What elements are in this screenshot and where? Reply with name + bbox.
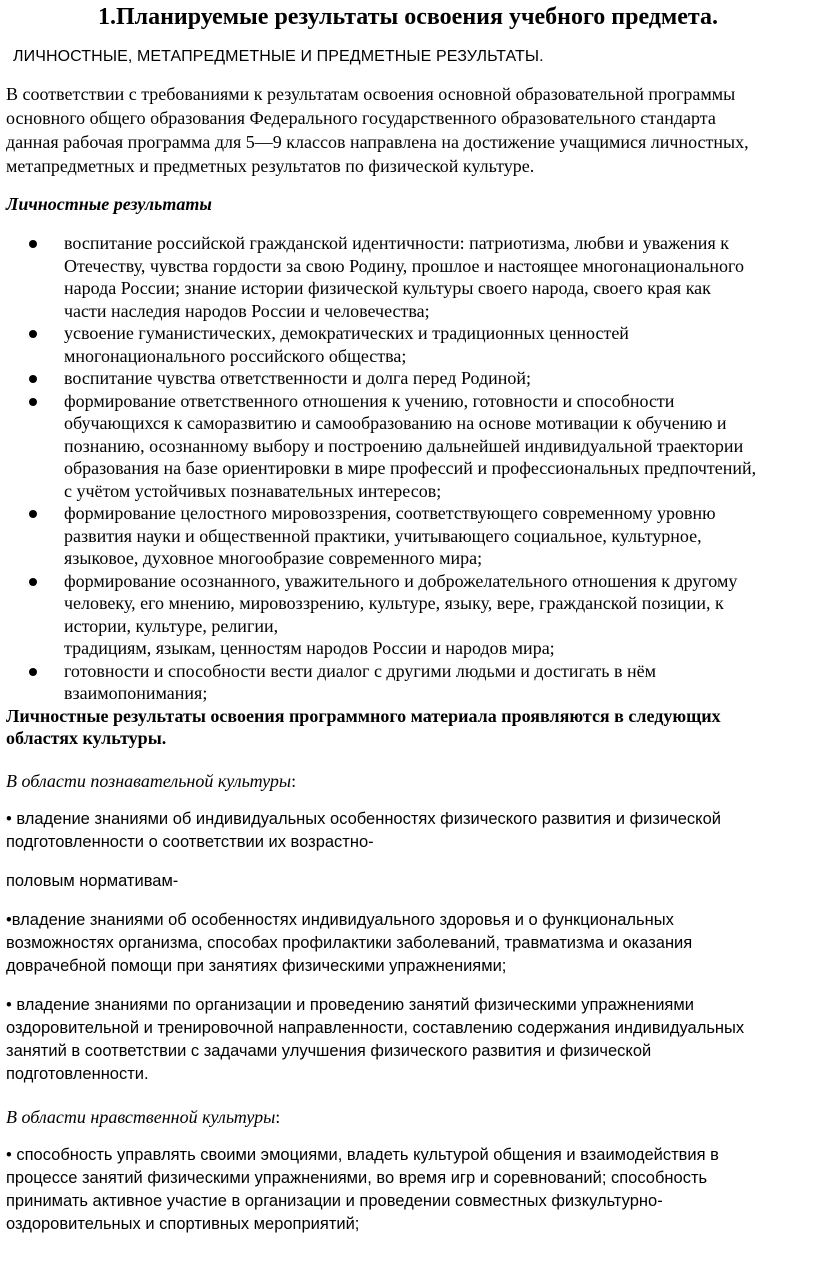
cognitive-paragraph	[6, 994, 810, 1086]
list-item-line: усвоение гуманистических, демократических и традиционных ценностей	[64, 323, 629, 343]
list-item-line: истории, культуре, религии,	[64, 615, 279, 636]
list-item	[6, 367, 810, 390]
personal-results-heading: Личностные результаты	[6, 194, 212, 214]
paragraph-line: • способность управлять своими эмоциями, владеть культурой общения и взаимодействия в	[6, 1145, 719, 1164]
cognitive-culture-heading	[6, 770, 810, 792]
cognitive-paragraph	[6, 870, 810, 893]
list-item-line: человеку, его мнению, мировоззрению, культуре, языку, вере, гражданской позиции, к	[64, 593, 724, 613]
list-item-line: обучающихся к саморазвитию и самообразованию на основе мотивации к обучению и	[64, 413, 727, 433]
list-item-line: части наследия народов России и человечества;	[64, 300, 430, 321]
cognitive-culture-heading-text: В области познавательной культуры	[6, 770, 292, 791]
list-item-line: познанию, осознанному выбору и построению дальнейшей индивидуальной траектории	[64, 435, 744, 456]
cognitive-paragraph	[6, 909, 810, 978]
list-item-line: традициям, языкам, ценностям народов России и народов мира;	[64, 638, 555, 658]
list-item-line: взаимопонимания;	[64, 683, 208, 703]
list-item	[6, 390, 810, 503]
intro-line: В соответствии с требованиями к результатам освоения основной образовательной программы	[6, 84, 736, 104]
moral-culture-heading	[6, 1106, 810, 1128]
paragraph-line: •владение знаниями об особенностях индивидуального здоровья и о функциональных	[6, 910, 674, 929]
cognitive-paragraph	[6, 808, 810, 854]
list-item-line: воспитание российской гражданской идентичности: патриотизма, любви и уважения к	[64, 233, 729, 253]
list-item	[6, 502, 810, 570]
paragraph-line: принимать активное участие в организации и проведении совместных физкультурно-	[6, 1191, 663, 1210]
areas-heading-line: Личностные результаты освоения программного материала проявляются в следующих	[6, 705, 721, 726]
list-item-line: с учётом устойчивых познавательных интересов;	[64, 480, 442, 501]
areas-heading-line: областях культуры.	[6, 728, 167, 748]
intro-paragraph	[6, 82, 810, 178]
heading-colon: :	[275, 1106, 281, 1127]
intro-line: данная рабочая программа для 5—9 классов направлена на достижение учащимися личностных,	[6, 132, 749, 152]
intro-line: метапредметных и предметных результатов по физической культуре.	[6, 156, 535, 176]
paragraph-line: подготовленности о соответствии их возрастно-	[6, 832, 374, 851]
paragraph-line: возможностях организма, способах профилактики заболеваний, травматизма и оказания	[6, 933, 693, 952]
personal-results-list	[6, 232, 810, 705]
paragraph-line: занятий в соответствии с задачами улучшения физического развития и физической	[6, 1041, 652, 1060]
list-item	[6, 322, 810, 367]
list-item-line: готовности и способности вести диалог с другими людьми и достигать в нём	[64, 660, 657, 681]
list-item-line: образования на базе ориентировки в мире профессий и профессиональных предпочтений,	[64, 458, 757, 478]
paragraph-line: доврачебной помощи при занятиях физическими упражнениями;	[6, 956, 507, 975]
list-item-line: формирование ответственного отношения к учению, готовности и способности	[64, 390, 675, 411]
list-item-line: многонационального российского общества;	[64, 345, 407, 366]
subtitle: ЛИЧНОСТНЫЕ, МЕТАПРЕДМЕТНЫЕ И ПРЕДМЕТНЫЕ РЕЗУЛЬТАТЫ.	[13, 48, 544, 65]
bullet-icon	[29, 578, 37, 586]
list-item-line: развития науки и общественной практики, учитывающего социальное, культурное,	[64, 525, 702, 546]
list-item	[6, 660, 810, 705]
list-item-line: языковое, духовное многообразие современного мира;	[64, 548, 483, 568]
bullet-icon	[29, 330, 37, 338]
intro-line: основного общего образования Федерального государственного образовательного стандарта	[6, 108, 716, 128]
page-title: 1.Планируемые результаты освоения учебного предмета.	[97, 4, 719, 30]
paragraph-line: процессе занятий физическими упражнениями, во время игр и соревнований; способность	[6, 1168, 708, 1187]
list-item	[6, 232, 810, 322]
moral-culture-heading-text: В области нравственной культуры	[6, 1106, 276, 1127]
list-item-line: Отечеству, чувства гордости за свою Родину, прошлое и настоящее многонационального	[64, 255, 744, 276]
list-item-line: воспитание чувства ответственности и долга перед Родиной;	[64, 368, 532, 388]
paragraph-line: • владение знаниями об индивидуальных особенностях физического развития и физической	[6, 809, 721, 828]
list-item-line: народа России; знание истории физической культуры своего народа, своего края как	[64, 278, 711, 298]
list-item-line: формирование осознанного, уважительного и доброжелательного отношения к другому	[64, 570, 738, 591]
paragraph-line: подготовленности.	[6, 1064, 149, 1083]
bullet-icon	[29, 240, 37, 248]
heading-colon: :	[291, 770, 297, 791]
list-item-line: формирование целостного мировоззрения, соответствующего современному уровню	[64, 503, 716, 523]
bullet-icon	[29, 398, 37, 406]
document-page	[0, 2, 816, 1263]
moral-paragraph	[6, 1144, 810, 1236]
bullet-icon	[29, 375, 37, 383]
paragraph-line: • владение знаниями по организации и проведению занятий физическими упражнениями	[6, 995, 694, 1014]
paragraph-line: оздоровительных и спортивных мероприятий;	[6, 1214, 360, 1233]
bullet-icon	[29, 668, 37, 676]
paragraph-line: оздоровительной и тренировочной направленности, составлению содержания индивидуальных	[6, 1018, 745, 1037]
list-item	[6, 570, 810, 660]
paragraph-line: половым нормативам-	[6, 871, 179, 890]
bullet-icon	[29, 510, 37, 518]
areas-heading	[6, 705, 810, 750]
